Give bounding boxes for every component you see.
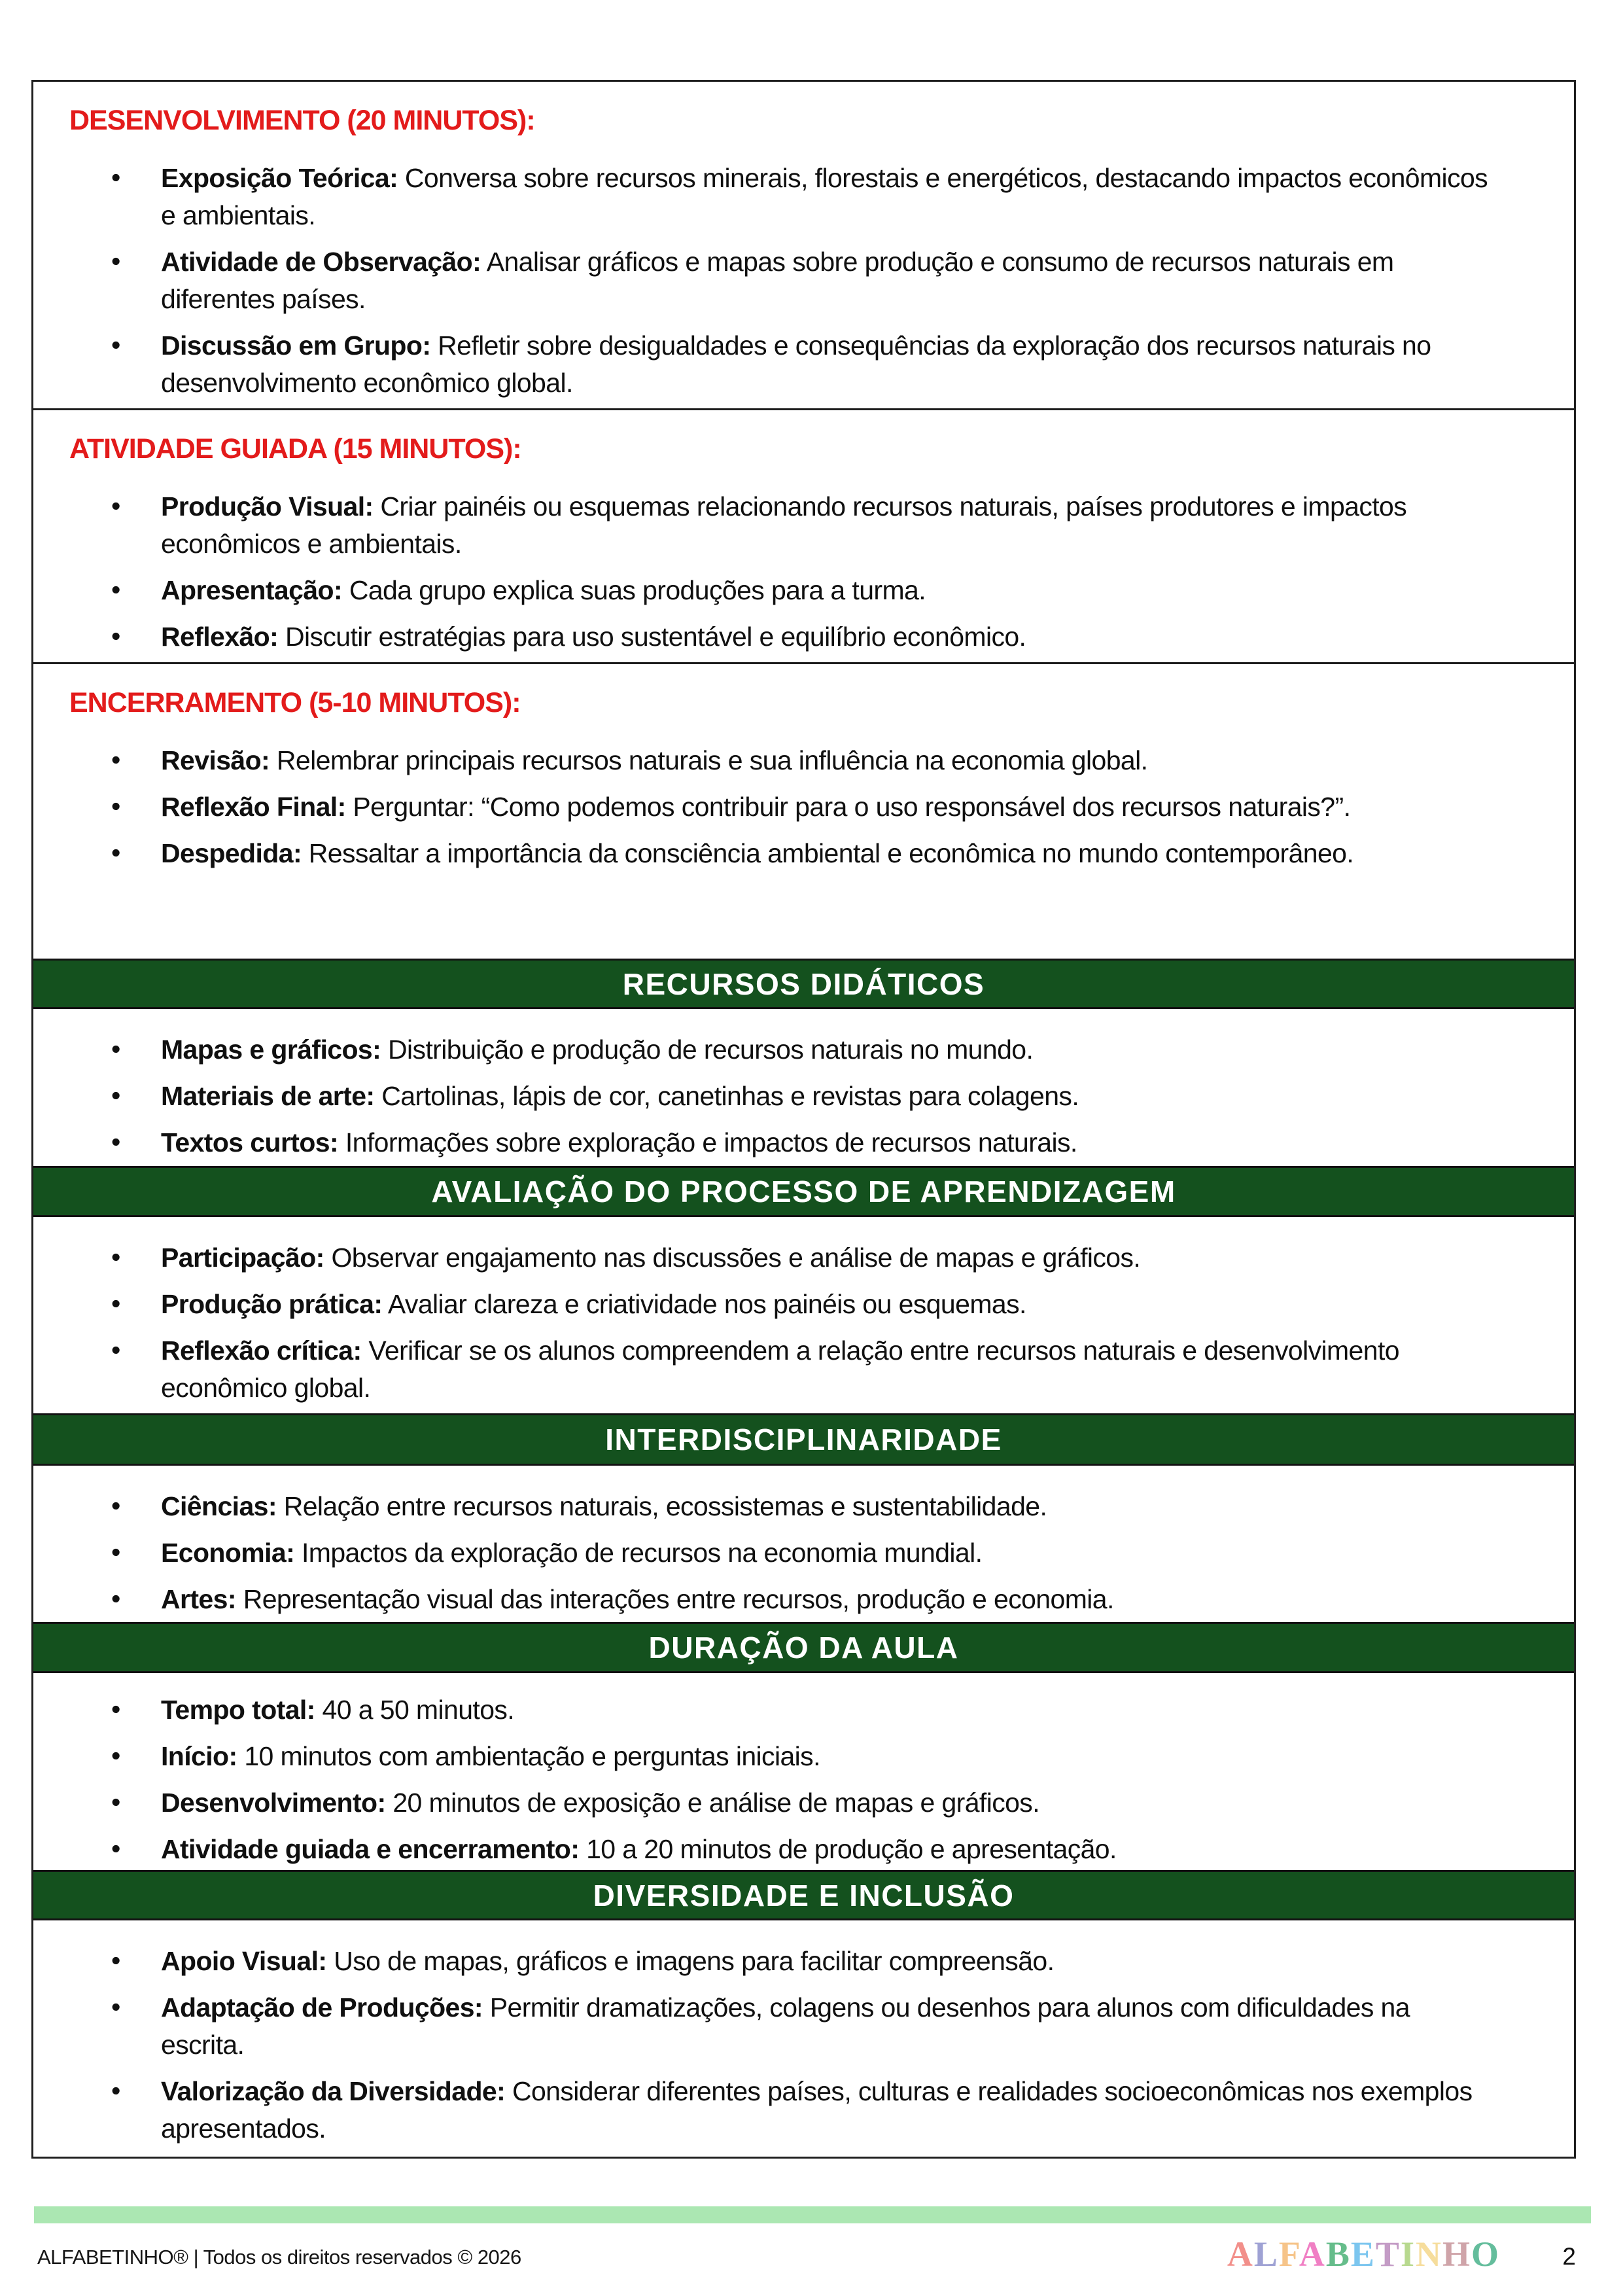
bullet-label: Valorização da Diversidade: <box>161 2076 506 2106</box>
bullet-text: Considerar diferentes países, culturas e realidades socioeconômicas nos exemplos apresentados. <box>161 2076 1473 2144</box>
bullet-label: Textos curtos: <box>161 1127 339 1157</box>
banner-title: INTERDISCIPLINARIDADE <box>605 1422 1002 1457</box>
bullet-label: Apoio Visual: <box>161 1946 327 1976</box>
bullet-item <box>69 788 1538 826</box>
bullet-label: Produção Visual: <box>161 491 374 522</box>
bullet-text: Perguntar: “Como podemos contribuir para o uso responsável dos recursos naturais?”. <box>353 792 1351 822</box>
bullet-label: Desenvolvimento: <box>161 1787 386 1818</box>
logo-letter: O <box>1471 2234 1500 2274</box>
bullet-item <box>69 1078 1538 1115</box>
page-number: 2 <box>1562 2243 1576 2270</box>
logo-letter: N <box>1415 2234 1442 2274</box>
alfabetinho-logo <box>1227 2236 1500 2272</box>
bullet-label: Tempo total: <box>161 1694 315 1725</box>
section-encerramento <box>33 664 1574 959</box>
banner-title: DURAÇÃO DA AULA <box>648 1630 959 1665</box>
logo-letter: L <box>1253 2234 1279 2274</box>
bullet-label: Atividade de Observação: <box>161 247 481 277</box>
bullet-label: Reflexão Final: <box>161 792 346 822</box>
bullet-list <box>69 1691 1538 1868</box>
bullet-label: Economia: <box>161 1538 295 1568</box>
bullet-item <box>69 1691 1538 1729</box>
bullet-text: Analisar gráficos e mapas sobre produção e consumo de recursos naturais em diferentes países. <box>161 247 1394 315</box>
section-interdisciplinaridade <box>33 1466 1574 1622</box>
bullet-label: Produção prática: <box>161 1289 383 1319</box>
bullet-text: Representação visual das interações entre recursos, produção e economia. <box>243 1584 1114 1614</box>
bullet-item <box>69 1738 1538 1775</box>
bullet-item <box>69 618 1538 656</box>
bullet-item <box>69 327 1538 402</box>
bullet-label: Adaptação de Produções: <box>161 1992 483 2022</box>
bullet-item <box>69 1124 1538 1161</box>
bullet-item <box>69 1031 1538 1069</box>
banner-diversidade-inclusao <box>33 1870 1574 1920</box>
bullet-item <box>69 835 1538 872</box>
bullet-text: Cada grupo explica suas produções para a turma. <box>349 575 926 606</box>
bullet-label: Mapas e gráficos: <box>161 1034 381 1065</box>
bullet-label: Reflexão: <box>161 622 279 652</box>
bullet-label: Artes: <box>161 1584 236 1614</box>
bullet-text: Impactos da exploração de recursos na economia mundial. <box>301 1538 983 1568</box>
banner-recursos-didaticos <box>33 959 1574 1009</box>
bullet-item <box>69 2073 1538 2147</box>
bullet-list <box>69 1488 1538 1618</box>
bullet-list <box>69 1031 1538 1161</box>
bullet-label: Materiais de arte: <box>161 1081 375 1111</box>
bullet-label: Exposição Teórica: <box>161 163 398 194</box>
bullet-list <box>69 1239 1538 1407</box>
bullet-text: Cartolinas, lápis de cor, canetinhas e revistas para colagens. <box>381 1081 1079 1111</box>
logo-letter: A <box>1227 2234 1254 2274</box>
bullet-text: Criar painéis ou esquemas relacionando recursos naturais, países produtores e impactos econômicos e ambientais. <box>161 491 1407 559</box>
section-desenvolvimento <box>33 82 1574 410</box>
logo-letter: I <box>1400 2234 1416 2274</box>
bullet-item <box>69 572 1538 609</box>
section-title-encerramento: ENCERRAMENTO (5-10 MINUTOS): <box>69 687 521 718</box>
bullet-item <box>69 742 1538 779</box>
section-title-atividade-guiada: ATIVIDADE GUIADA (15 MINUTOS): <box>69 433 521 465</box>
bullet-text: 20 minutos de exposição e análise de mapas e gráficos. <box>393 1787 1040 1818</box>
bullet-item <box>69 1332 1538 1407</box>
bullet-text: Avaliar clareza e criatividade nos painéis ou esquemas. <box>387 1289 1026 1319</box>
banner-title: DIVERSIDADE E INCLUSÃO <box>593 1878 1015 1913</box>
bullet-item <box>69 243 1538 318</box>
bullet-item <box>69 488 1538 563</box>
bullet-list <box>69 1943 1538 2147</box>
bullet-text: Permitir dramatizações, colagens ou desenhos para alunos com dificuldades na escrita. <box>161 1992 1410 2060</box>
bullet-text: Conversa sobre recursos minerais, florestais e energéticos, destacando impactos econômicos e ambientais. <box>161 163 1488 231</box>
content-box <box>31 80 1576 2159</box>
footer-accent-bar <box>34 2206 1591 2223</box>
logo-letter: E <box>1350 2234 1376 2274</box>
section-recursos-didaticos <box>33 1009 1574 1166</box>
bullet-label: Atividade guiada e encerramento: <box>161 1833 580 1864</box>
banner-interdisciplinaridade <box>33 1413 1574 1466</box>
bullet-item <box>69 1239 1538 1277</box>
logo-letter: B <box>1325 2234 1351 2274</box>
bullet-text: 40 a 50 minutos. <box>322 1694 515 1725</box>
bullet-text: Distribuição e produção de recursos naturais no mundo. <box>387 1034 1034 1065</box>
bullet-label: Apresentação: <box>161 575 343 606</box>
logo-letter: T <box>1375 2234 1401 2274</box>
bullet-label: Despedida: <box>161 838 302 869</box>
section-avaliacao <box>33 1217 1574 1413</box>
logo-letter: H <box>1442 2234 1471 2274</box>
bullet-item <box>69 160 1538 234</box>
bullet-item <box>69 1943 1538 1980</box>
bullet-text: Ressaltar a importância da consciência ambiental e econômica no mundo contemporâneo. <box>308 838 1354 869</box>
bullet-item <box>69 1488 1538 1525</box>
bullet-item <box>69 1534 1538 1572</box>
bullet-text: Discutir estratégias para uso sustentável e equilíbrio econômico. <box>285 622 1026 652</box>
bullet-item <box>69 1989 1538 2064</box>
bullet-text: 10 minutos com ambientação e perguntas iniciais. <box>244 1740 820 1771</box>
footer-copyright: ALFABETINHO® | Todos os direitos reservados © 2026 <box>37 2246 521 2269</box>
bullet-text: 10 a 20 minutos de produção e apresentação. <box>586 1833 1117 1864</box>
bullet-label: Participação: <box>161 1243 324 1273</box>
bullet-text: Relação entre recursos naturais, ecossistemas e sustentabilidade. <box>283 1491 1047 1521</box>
banner-title: AVALIAÇÃO DO PROCESSO DE APRENDIZAGEM <box>431 1174 1176 1209</box>
bullet-label: Ciências: <box>161 1491 277 1521</box>
banner-title: RECURSOS DIDÁTICOS <box>622 966 985 1001</box>
bullet-item <box>69 1831 1538 1868</box>
logo-letter: A <box>1299 2234 1326 2274</box>
bullet-text: Uso de mapas, gráficos e imagens para facilitar compreensão. <box>334 1946 1055 1976</box>
bullet-list <box>69 742 1538 872</box>
section-title-desenvolvimento: DESENVOLVIMENTO (20 MINUTOS): <box>69 105 535 136</box>
banner-avaliacao <box>33 1166 1574 1217</box>
banner-duracao-da-aula <box>33 1622 1574 1673</box>
bullet-text: Refletir sobre desigualdades e consequências da exploração dos recursos naturais no desenvolvimento econômico global. <box>161 330 1431 398</box>
bullet-label: Reflexão crítica: <box>161 1335 362 1366</box>
bullet-label: Discussão em Grupo: <box>161 330 431 361</box>
bullet-item <box>69 1784 1538 1822</box>
bullet-item <box>69 1581 1538 1618</box>
section-atividade-guiada <box>33 410 1574 664</box>
bullet-label: Início: <box>161 1740 237 1771</box>
logo-letter: F <box>1278 2234 1299 2274</box>
bullet-list <box>69 160 1538 402</box>
bullet-item <box>69 1286 1538 1323</box>
bullet-list <box>69 488 1538 656</box>
bullet-text: Observar engajamento nas discussões e análise de mapas e gráficos. <box>331 1243 1141 1273</box>
bullet-text: Verificar se os alunos compreendem a relação entre recursos naturais e desenvolvimento econômico global. <box>161 1335 1399 1403</box>
bullet-text: Relembrar principais recursos naturais e sua influência na economia global. <box>276 745 1148 776</box>
bullet-label: Revisão: <box>161 745 270 776</box>
section-duracao-da-aula <box>33 1673 1574 1870</box>
section-diversidade-inclusao <box>33 1920 1574 2157</box>
bullet-text: Informações sobre exploração e impactos de recursos naturais. <box>345 1127 1077 1157</box>
